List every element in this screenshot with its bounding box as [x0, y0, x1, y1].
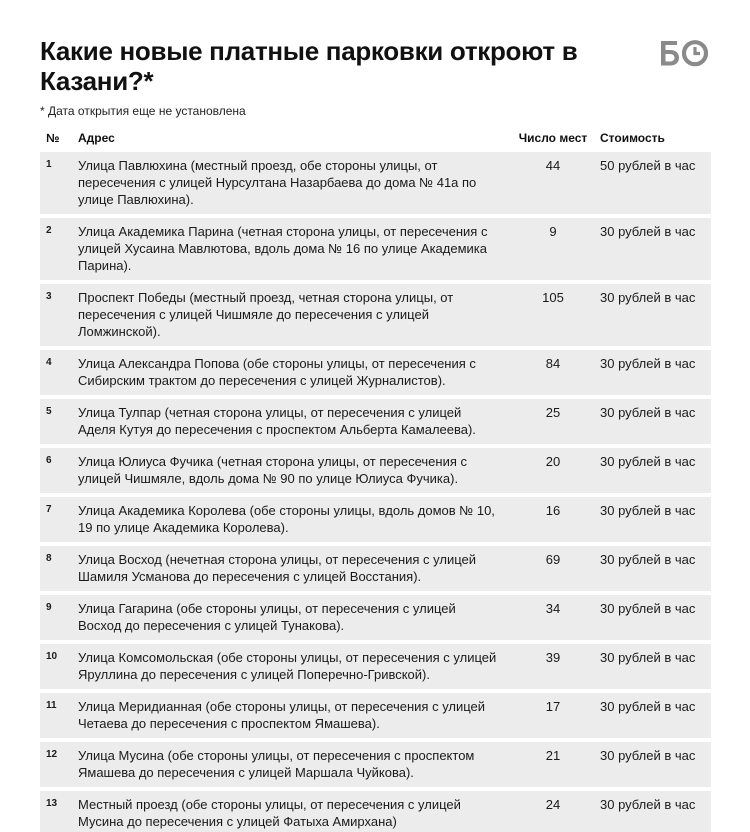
table-row [40, 546, 711, 591]
row-num: 4 [46, 357, 52, 368]
row-cost: 30 рублей в час [600, 601, 696, 616]
row-address: Проспект Победы (местный проезд, четная сторона улицы, от пересечения с улицей Чишмяле до пересечения с улицей Ломжинской). [78, 290, 454, 339]
row-address: Улица Восход (нечетная сторона улицы, от пересечения с улицей Шамиля Усманова до пересечения с улицей Восстания). [78, 552, 477, 584]
table-row [40, 448, 711, 493]
row-num: 6 [46, 455, 52, 466]
row-seats: 105 [542, 290, 564, 305]
row-cost: 30 рублей в час [600, 748, 696, 763]
row-cost: 30 рублей в час [600, 650, 696, 665]
row-cost: 30 рублей в час [600, 290, 696, 305]
row-seats: 16 [545, 503, 561, 518]
table-body [40, 152, 711, 832]
row-seats: 69 [545, 552, 561, 567]
row-cost: 30 рублей в час [600, 797, 696, 812]
row-address: Улица Александра Попова (обе стороны улицы, от пересечения с Сибирским трактом до пересечения с улицей Журналистов). [78, 356, 476, 388]
row-num: 9 [46, 602, 52, 613]
row-cost: 50 рублей в час [600, 158, 696, 173]
page-title: Какие новые платные парковки откроют в Казани?* [40, 36, 578, 96]
row-cost: 30 рублей в час [600, 454, 696, 469]
row-num: 5 [46, 406, 52, 417]
row-num: 1 [46, 159, 52, 170]
table-row [40, 595, 711, 640]
column-header-cost: Стоимость [600, 131, 665, 145]
row-cost: 30 рублей в час [600, 405, 696, 420]
row-num: 11 [46, 700, 57, 711]
row-seats: 34 [545, 601, 561, 616]
row-num: 2 [46, 225, 52, 236]
row-cost: 30 рублей в час [600, 224, 696, 239]
row-cost: 30 рублей в час [600, 503, 696, 518]
table-row [40, 218, 711, 280]
row-seats: 17 [545, 699, 561, 714]
table-row [40, 742, 711, 787]
row-seats: 20 [545, 454, 561, 469]
row-address: Улица Павлюхина (местный проезд, обе стороны улицы, от пересечения с улицей Нурсултана Назарбаева до дома № 41а по улице Павлюхина). [78, 158, 477, 207]
column-header-num: № [46, 131, 60, 145]
table-row [40, 284, 711, 346]
table-row [40, 399, 711, 444]
row-seats: 39 [545, 650, 561, 665]
row-seats: 24 [545, 797, 561, 812]
row-address: Улица Тулпар (четная сторона улицы, от пересечения с улицей Аделя Кутуя до пересечения с проспектом Альберта Камалеева). [78, 405, 476, 437]
row-seats: 84 [545, 356, 561, 371]
row-seats: 21 [545, 748, 561, 763]
table-row [40, 693, 711, 738]
row-num: 13 [46, 798, 58, 809]
row-address: Улица Меридианная (обе стороны улицы, от пересечения с улицей Четаева до пересечения с проспектом Ямашева). [78, 699, 486, 731]
table-row [40, 152, 711, 214]
row-address: Местный проезд (обе стороны улицы, от пересечения с улицей Мусина до пересечения с улицей Фатыха Амирхана) [78, 797, 461, 829]
row-cost: 30 рублей в час [600, 356, 696, 371]
row-address: Улица Академика Парина (четная сторона улицы, от пересечения с улицей Хусаина Мавлютова, вдоль дома № 16 по улице Академика Парина). [78, 224, 488, 273]
row-address: Улица Комсомольская (обе стороны улицы, от пересечения с улицей Яруллина до пересечения с улицей Поперечно-Гривской). [78, 650, 497, 682]
row-address: Улица Академика Королева (обе стороны улицы, вдоль домов № 10, 19 по улице Академика Королева). [78, 503, 495, 535]
row-num: 7 [46, 504, 52, 515]
row-address: Улица Юлиуса Фучика (четная сторона улицы, от пересечения с улицей Чишмяле, вдоль дома № 90 по улице Юлиуса Фучика). [78, 454, 467, 486]
row-seats: 44 [545, 158, 561, 173]
table-header [40, 128, 711, 148]
header [40, 36, 600, 118]
row-cost: 30 рублей в час [600, 552, 696, 567]
table-row [40, 791, 711, 832]
table-row [40, 644, 711, 689]
row-seats: 9 [549, 224, 557, 239]
row-address: Улица Гагарина (обе стороны улицы, от пересечения с улицей Восход до пересечения с улицей Тунакова). [78, 601, 456, 633]
column-header-seats: Число мест [518, 131, 588, 145]
parking-table [40, 128, 711, 832]
table-row [40, 497, 711, 542]
column-header-address: Адрес [78, 131, 115, 145]
row-num: 12 [46, 749, 58, 760]
row-num: 8 [46, 553, 52, 564]
row-seats: 25 [545, 405, 561, 420]
bo-logo-icon [658, 38, 710, 68]
row-cost: 30 рублей в час [600, 699, 696, 714]
table-row [40, 350, 711, 395]
row-num: 10 [46, 651, 58, 662]
row-address: Улица Мусина (обе стороны улицы, от пересечения с проспектом Ямашева до пересечения с улицей Маршала Чуйкова). [78, 748, 475, 780]
row-num: 3 [46, 291, 52, 302]
footnote: * Дата открытия еще не установлена [40, 104, 246, 118]
